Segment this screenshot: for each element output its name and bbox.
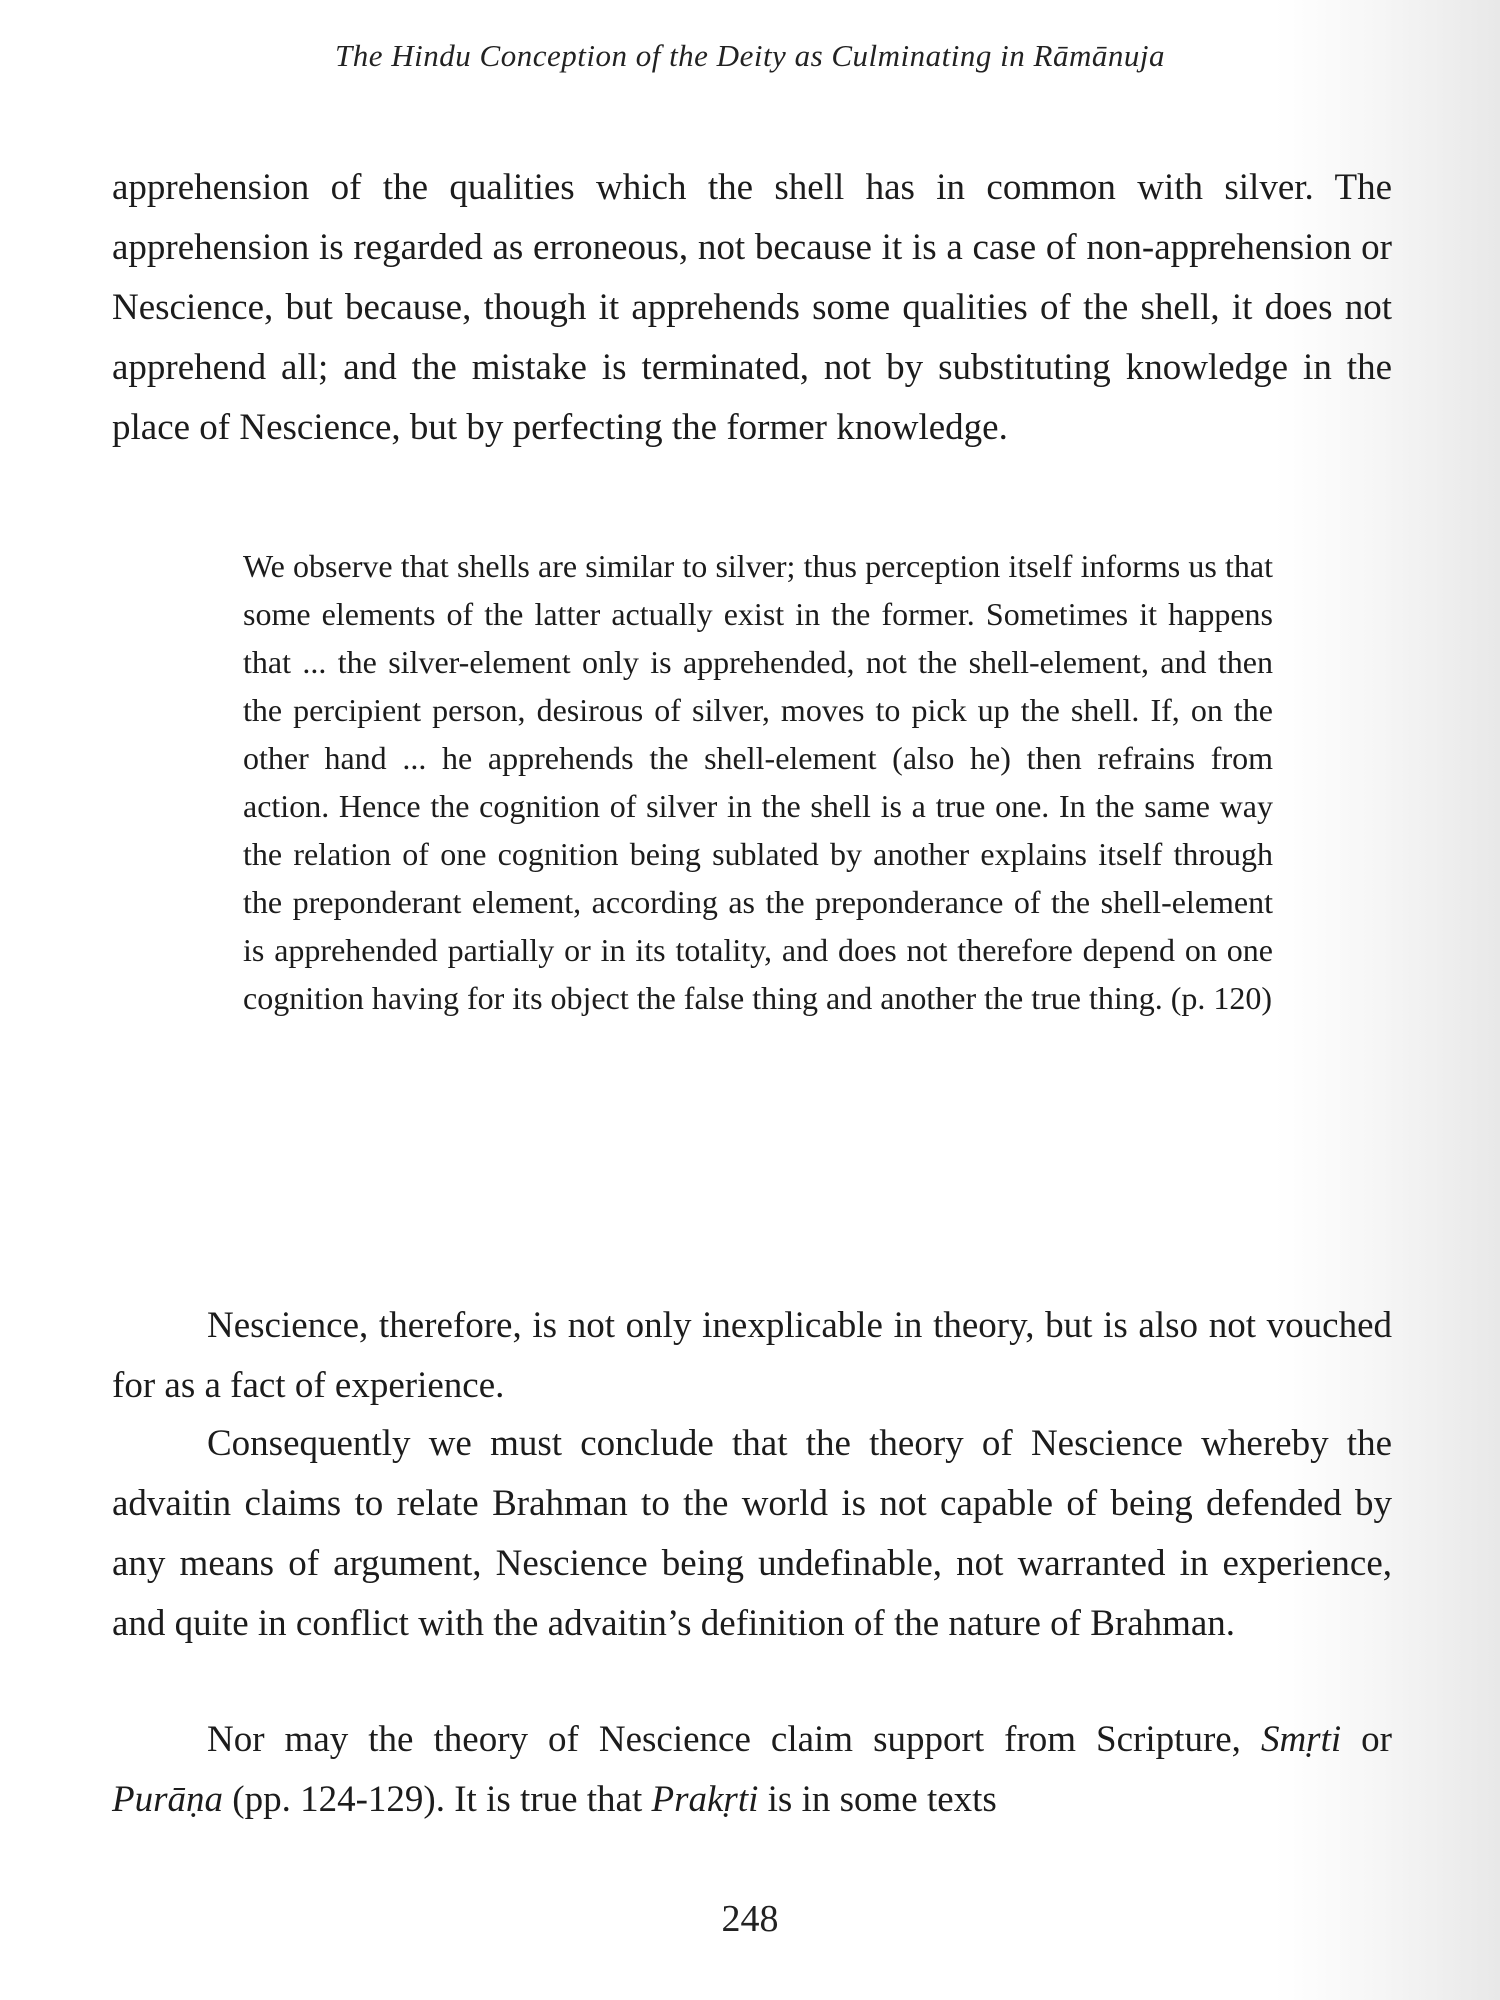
paragraph-consequently: Consequently we must conclude that the theory of Nescience whereby the advaitin claims to relate Brahman to the world is not capable of being defended by any means of argument, Nescience being undefinable, not warranted in experience, and quite in conflict with the advaitin’s definition of the nature of Brahman. <box>112 1423 1392 1644</box>
block-quote: We observe that shells are similar to silver; thus perception itself informs us that some elements of the latter actually exist in the former. Sometimes it happens that ... the silver-element only is apprehended, not the shell-element, and then the percipient person, desirous of silver, moves to pick up the shell. If, on the other hand ... he apprehends the shell-element (also he) then refrains from action. Hence the cognition of silver in the shell is a true one. In the same way the relation of one cognition being sublated by another explains itself through the preponderant element, according as the preponderance of the shell-element is apprehended partially or in its totality, and does not therefore depend on one cognition having for its object the false thing and another the true thing. (p. 120) <box>243 548 1273 1016</box>
term-purana: Purāṇa <box>112 1779 223 1820</box>
paragraph-text: is in some texts <box>758 1779 997 1820</box>
term-prakrti: Prakṛti <box>651 1779 759 1820</box>
paragraph-scripture <box>112 1710 1392 1830</box>
page-number: 248 <box>721 1898 779 1940</box>
term-smrti: Smṛti <box>1260 1719 1342 1760</box>
paragraph-nescience-inexplicable: Nescience, therefore, is not only inexplicable in theory, but is also not vouched for as a fact of experience. <box>112 1305 1392 1406</box>
paragraph-continued: apprehension of the qualities which the shell has in common with silver. The apprehension is regarded as erroneous, not because it is a case of non-apprehension or Nescience, but because, though it apprehends some qualities of the shell, it does not apprehend all; and the mistake is terminated, not by substituting knowledge in the place of Nescience, but by perfecting the former knowledge. <box>112 167 1392 448</box>
paragraph-text: or <box>1341 1719 1392 1760</box>
paragraph-text: (pp. 124-129). It is true that <box>223 1779 652 1820</box>
running-head: The Hindu Conception of the Deity as Culminating in Rāmānuja <box>335 38 1165 73</box>
paragraph-text: Nor may the theory of Nescience claim support from Scripture, <box>207 1719 1261 1760</box>
